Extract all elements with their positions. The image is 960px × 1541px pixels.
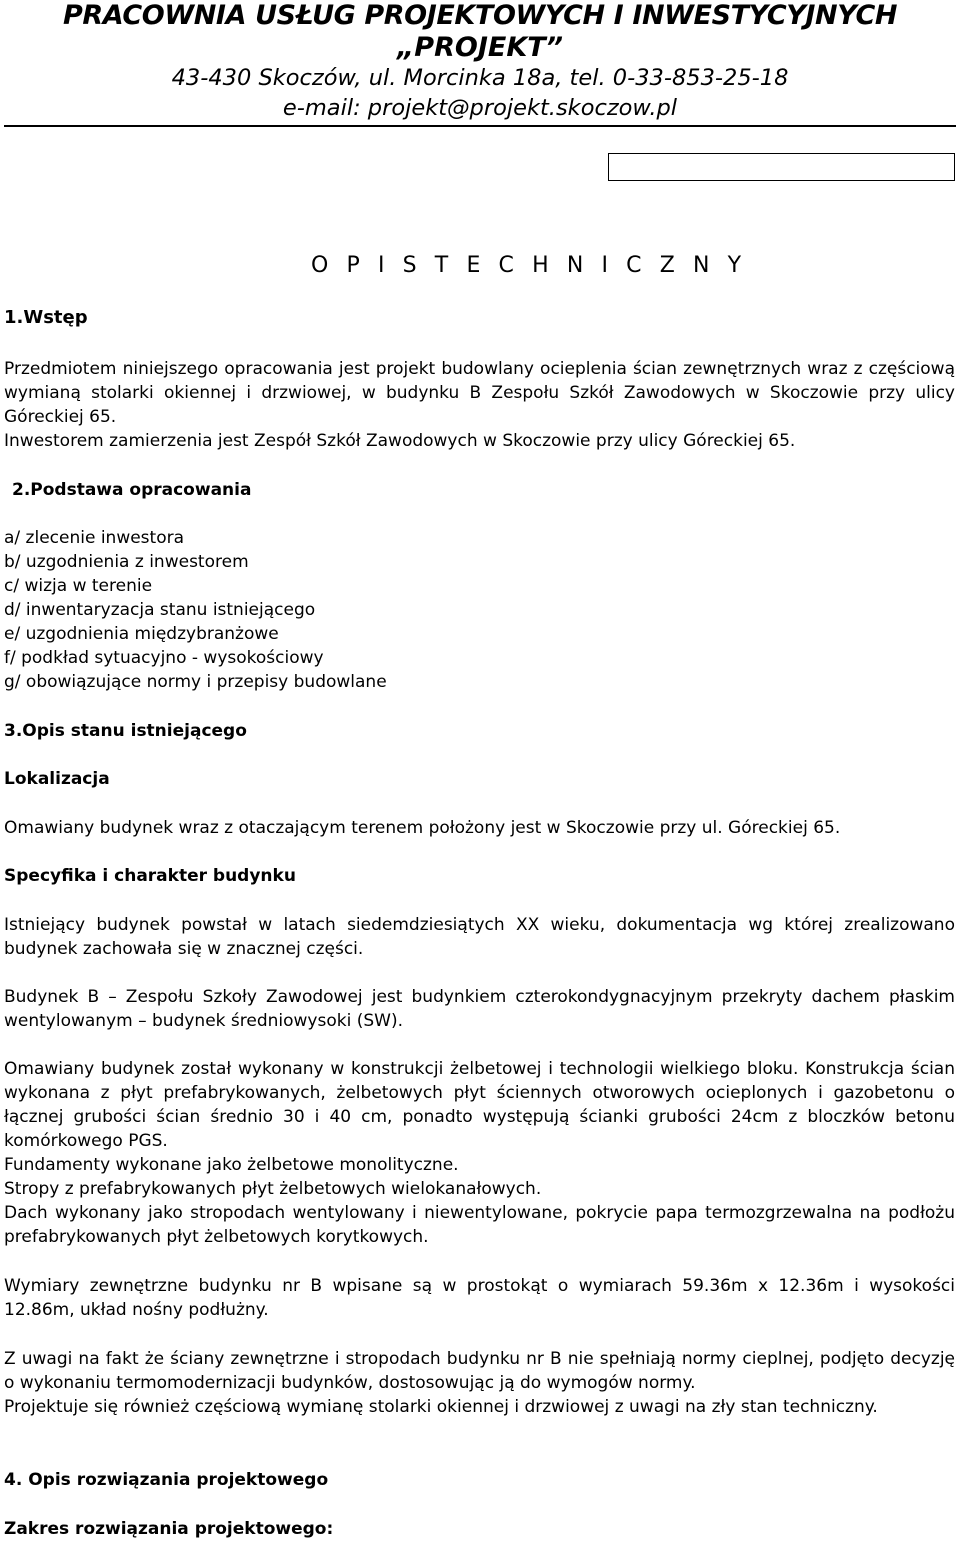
basis-list-item: g/ obowiązujące normy i przepisy budowlane (4, 672, 387, 692)
subheading-building-specifics: Specyfika i charakter budynku (4, 866, 296, 886)
company-address: 43-430 Skoczów, ul. Morcinka 18a, tel. 0-33-853-25-18 (171, 65, 789, 91)
company-email: e-mail: projekt@projekt.skoczow.pl (282, 95, 678, 121)
basis-list-item: a/ zlecenie inwestora (4, 528, 185, 548)
subheading-location: Lokalizacja (4, 769, 110, 789)
basis-list-item: d/ inwentaryzacja stanu istniejącego (4, 600, 316, 620)
section-heading-solution: 4. Opis rozwiązania projektowego (4, 1470, 329, 1490)
document-title: O P I S T E C H N I C Z N Y (311, 253, 747, 278)
section-heading-existing: 3.Opis stanu istniejącego (4, 721, 247, 741)
company-name-line1: PRACOWNIA USŁUG PROJEKTOWYCH I INWESTYCYJNYCH (62, 0, 898, 31)
header-empty-box (608, 153, 955, 181)
building-history-paragraph: Istniejący budynek powstał w latach siedemdziesiątych XX wieku, dokumentacja wg której zrealizowano budynek zachowała się w znacznej części. (4, 915, 955, 959)
basis-list-item: b/ uzgodnienia z inwestorem (4, 552, 249, 572)
intro-paragraph: Przedmiotem niniejszego opracowania jest projekt budowlany ocieplenia ścian zewnętrznych wraz z częściową wymianą stolarki okiennej i drzwiowej, w budynku B Zespołu Szkół Zawodowych w Skoczowie przy ulicy Góreckiej 65. (4, 359, 955, 427)
company-name-line2: „PROJEKT” (396, 32, 564, 63)
investor-paragraph: Inwestorem zamierzenia jest Zespół Szkół Zawodowych w Skoczowie przy ulicy Góreckiej 65. (4, 431, 796, 451)
construction-paragraph: Omawiany budynek został wykonany w konstrukcji żelbetowej i technologii wielkiego bloku. Konstrukcja ścian wykonana z płyt prefabrykowanych, żelbetowych płyt ściennych otworowych ocieplonych i gazobetonu o łącznej grubości ścian średnio 30 i 40 cm, ponadto występują ścianki grubości 24cm z bloczków betonu komórkowego PGS. (4, 1059, 955, 1151)
roof-line: Dach wykonany jako stropodach wentylowany i niewentylowane, pokrycie papa termozgrzewalna na podłożu prefabrykowanych płyt żelbetowych korytkowych. (4, 1203, 955, 1247)
joinery-replacement-paragraph: Projektuje się również częściową wymianę stolarki okiennej i drzwiowej z uwagi na zły stan techniczny. (4, 1397, 878, 1417)
basis-list-item: f/ podkład sytuacyjno - wysokościowy (4, 648, 324, 668)
basis-list (4, 526, 955, 694)
thermal-paragraph: Z uwagi na fakt że ściany zewnętrzne i stropodach budynku nr B nie spełniają normy cieplnej, podjęto decyzję o wykonaniu termomodernizacji budynków, dostosowując ją do wymogów normy. (4, 1349, 955, 1393)
construction-description (4, 1057, 955, 1249)
basis-list-item: c/ wizja w terenie (4, 576, 153, 596)
section-heading-intro: 1.Wstęp (4, 307, 88, 328)
building-b-paragraph: Budynek B – Zespołu Szkoły Zawodowej jest budynkiem czterokondygnacyjnym przekryty dachem płaskim wentylowanym – budynek średniowysoki (SW). (4, 987, 955, 1031)
basis-list-item: e/ uzgodnienia międzybranżowe (4, 624, 279, 644)
subheading-solution-scope: Zakres rozwiązania projektowego: (4, 1519, 334, 1539)
location-paragraph: Omawiany budynek wraz z otaczającym terenem położony jest w Skoczowie przy ul. Góreckiej 65. (4, 818, 841, 838)
section-heading-basis: 2.Podstawa opracowania (12, 480, 252, 500)
thermal-modernization-description (4, 1347, 955, 1419)
header-divider (4, 125, 956, 127)
foundations-line: Fundamenty wykonane jako żelbetowe monolityczne. (4, 1155, 459, 1175)
ceilings-line: Stropy z prefabrykowanych płyt żelbetowych wielokanałowych. (4, 1179, 542, 1199)
dimensions-paragraph: Wymiary zewnętrzne budynku nr B wpisane są w prostokąt o wymiarach 59.36m x 12.36m i wysokości 12.86m, układ nośny podłużny. (4, 1276, 955, 1320)
